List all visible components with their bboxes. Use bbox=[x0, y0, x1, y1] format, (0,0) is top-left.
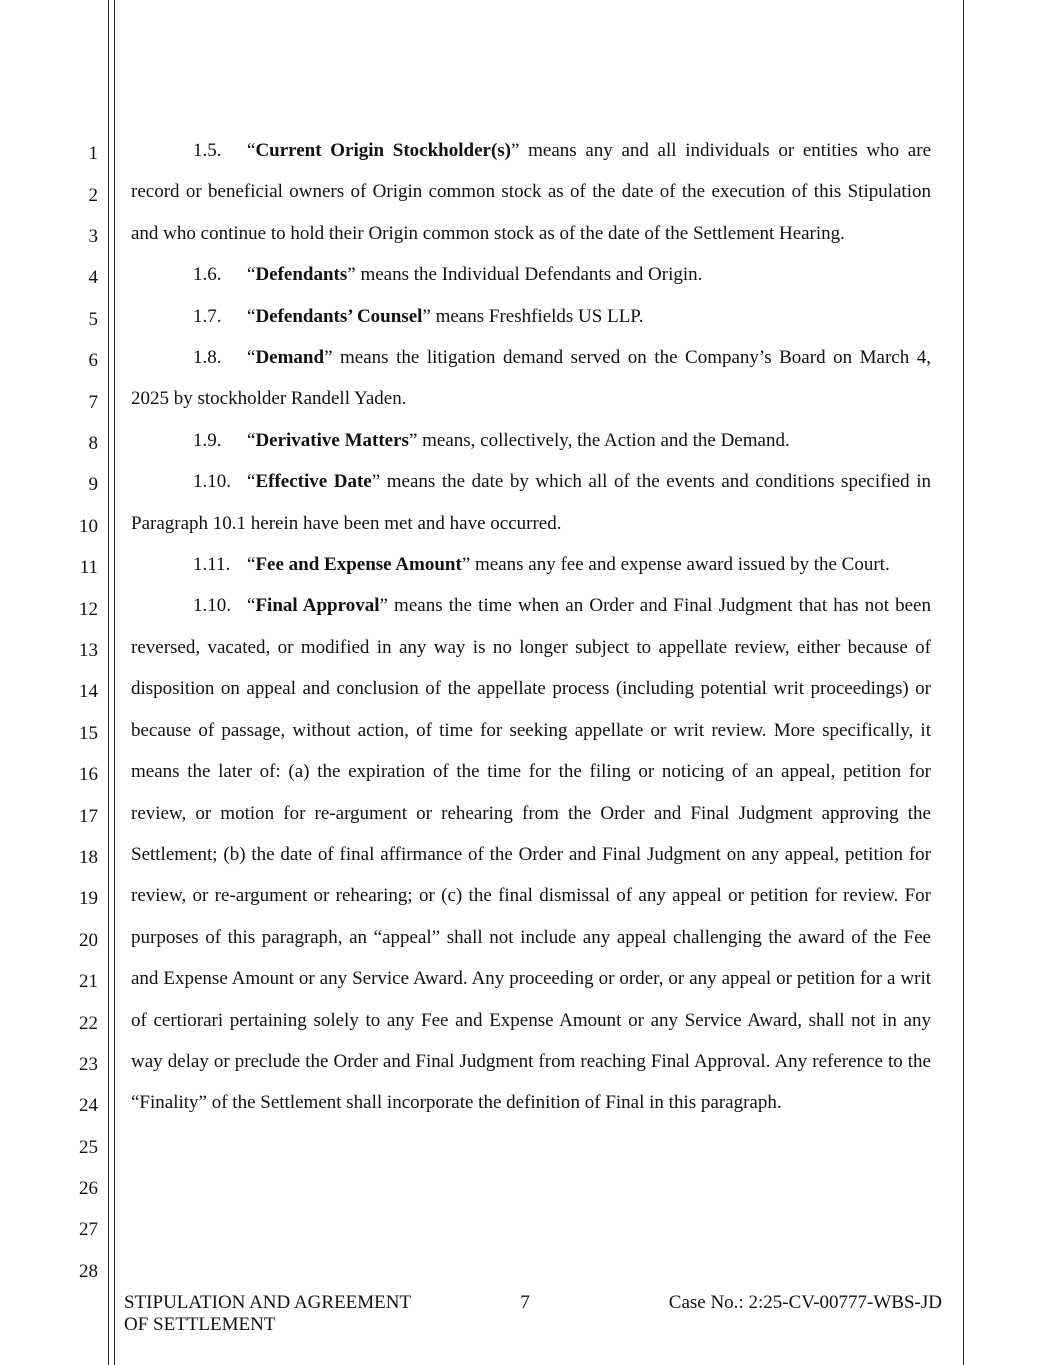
paragraph-number: 1.11. bbox=[193, 554, 231, 576]
definition-text: ” means the date by which all of the events and conditions specified in Paragraph 10.1 herein have been met and have occurred. bbox=[131, 471, 931, 534]
definition-text: ” means any and all individuals or entities who are record or beneficial owners of Origin common stock as of the date of the execution of this Stipulation and who continue to hold their Origin common stock as of the date of the Settlement Hearing. bbox=[131, 140, 931, 244]
line-number: 28 bbox=[79, 1261, 98, 1282]
definition-text: ” means the Individual Defendants and Origin. bbox=[347, 264, 703, 286]
paragraph-number: 1.8. bbox=[193, 347, 222, 369]
line-number: 8 bbox=[88, 433, 98, 454]
paragraph-number: 1.10. bbox=[193, 471, 231, 493]
line-number: 16 bbox=[79, 764, 98, 785]
line-number: 14 bbox=[79, 681, 98, 702]
defined-term: Effective Date bbox=[255, 471, 372, 493]
line-number: 24 bbox=[79, 1095, 98, 1116]
line-number: 6 bbox=[88, 350, 98, 371]
left-margin-rule-inner bbox=[114, 0, 115, 1365]
footer-title-line: OF SETTLEMENT bbox=[124, 1314, 276, 1335]
line-number: 3 bbox=[88, 226, 98, 247]
line-number: 25 bbox=[79, 1137, 98, 1158]
line-number: 5 bbox=[88, 309, 98, 330]
line-number: 7 bbox=[88, 392, 98, 413]
line-number: 23 bbox=[79, 1054, 98, 1075]
definition-text: ” means Freshfields US LLP. bbox=[422, 305, 644, 327]
line-number: 17 bbox=[79, 806, 98, 827]
line-number: 21 bbox=[79, 971, 98, 992]
definition-paragraph: 1.11. “Fee and Expense Amount” means any fee and expense award issued by the Court. bbox=[131, 544, 931, 585]
right-margin-rule bbox=[963, 0, 964, 1365]
line-number: 12 bbox=[79, 599, 98, 620]
footer-title bbox=[124, 1292, 411, 1336]
line-number: 20 bbox=[79, 930, 98, 951]
line-number: 15 bbox=[79, 723, 98, 744]
line-number: 1 bbox=[88, 143, 98, 164]
footer-title-line: STIPULATION AND AGREEMENT bbox=[124, 1292, 412, 1313]
line-number: 22 bbox=[79, 1013, 98, 1034]
line-number: 9 bbox=[88, 474, 98, 495]
line-number: 26 bbox=[79, 1178, 98, 1199]
definition-text: ” means the time when an Order and Final Judgment that has not been reversed, vacated, or modified in any way is no longer subject to appellate review, either because of disposition on appeal and conclusion of the appellate process (including potential writ proceedings) or because of passage, without action, of time for seeking appellate or writ review. More specifically, it means the later of: (a) the expiration of the time for the filing or noticing of an appeal, petition for review, or motion for re-argument or rehearing from the Order and Final Judgment approving the Settlement; (b) the date of final affirmance of the Order and Final Judgment on any appeal, petition for review, or re-argument or rehearing; or (c) the final dismissal of any appeal or petition for review. For purposes of this paragraph, an “appeal” shall not include any appeal challenging the award of the Fee and Expense Amount or any Service Award. Any proceeding or order, or any appeal or petition for a writ of certiorari pertaining solely to any Fee and Expense Amount or any Service Award, shall not in any way delay or preclude the Order and Final Judgment from reaching Final Approval. Any reference to the “Finality” of the Settlement shall incorporate the definition of Final in this paragraph. bbox=[131, 595, 931, 1114]
definition-text: ” means any fee and expense award issued by the Court. bbox=[461, 554, 890, 576]
paragraph-number: 1.10. bbox=[193, 595, 231, 617]
defined-term: Defendants bbox=[255, 264, 348, 286]
paragraph-number: 1.9. bbox=[193, 429, 222, 451]
line-number: 2 bbox=[88, 185, 98, 206]
page-number: 7 bbox=[520, 1292, 530, 1313]
defined-term: Final Approval bbox=[255, 595, 380, 617]
paragraph-number: 1.7. bbox=[193, 305, 222, 327]
paragraph-number: 1.5. bbox=[193, 140, 222, 161]
paragraph-number: 1.6. bbox=[193, 264, 222, 286]
definition-text: ” means, collectively, the Action and the Demand. bbox=[408, 429, 790, 451]
line-number: 13 bbox=[79, 640, 98, 661]
defined-term: Defendants’ Counsel bbox=[255, 305, 423, 327]
line-number: 4 bbox=[88, 267, 98, 288]
defined-term: Current Origin Stockholder(s) bbox=[255, 140, 511, 161]
definition-paragraph: 1.5. “Current Origin Stockholder(s)” means any and all individuals or entities who are record or beneficial owners of Origin common stock as of the date of the execution of this Stipulation and who continue to hold their Origin common stock as of the date of the Settlement Hearing. bbox=[131, 130, 931, 254]
definition-paragraph: 1.10. “Final Approval” means the time when an Order and Final Judgment that has not been reversed, vacated, or modified in any way is no longer subject to appellate review, either because of disposition on appeal and conclusion of the appellate process (including potential writ proceedings) or because of passage, without action, of time for seeking appellate or writ review. More specifically, it means the later of: (a) the expiration of the time for the filing or noticing of an appeal, petition for review, or motion for re-argument or rehearing from the Order and Final Judgment approving the Settlement; (b) the date of final affirmance of the Order and Final Judgment on any appeal, petition for review, or re-argument or rehearing; or (c) the final dismissal of any appeal or petition for review. For purposes of this paragraph, an “appeal” shall not include any appeal challenging the award of the Fee and Expense Amount or any Service Award. Any proceeding or order, or any appeal or petition for a writ of certiorari pertaining solely to any Fee and Expense Amount or any Service Award, shall not in any way delay or preclude the Order and Final Judgment from reaching Final Approval. Any reference to the “Finality” of the Settlement shall incorporate the definition of Final in this paragraph. bbox=[131, 585, 931, 1123]
defined-term: Fee and Expense Amount bbox=[255, 554, 462, 576]
definition-text: ” means the litigation demand served on the Company’s Board on March 4, 2025 by stockholder Randell Yaden. bbox=[131, 347, 931, 410]
definition-paragraph: 1.8. “Demand” means the litigation demand served on the Company’s Board on March 4, 2025 by stockholder Randell Yaden. bbox=[131, 337, 931, 420]
case-number: Case No.: 2:25-CV-00777-WBS-JD bbox=[668, 1292, 942, 1313]
definition-paragraph: 1.6. “Defendants” means the Individual Defendants and Origin. bbox=[131, 254, 931, 295]
line-number: 18 bbox=[79, 847, 98, 868]
definition-paragraph: 1.7. “Defendants’ Counsel” means Freshfields US LLP. bbox=[131, 296, 931, 337]
definition-paragraph: 1.10. “Effective Date” means the date by which all of the events and conditions specified in Paragraph 10.1 herein have been met and have occurred. bbox=[131, 461, 931, 544]
line-number: 10 bbox=[79, 516, 98, 537]
defined-term: Derivative Matters bbox=[255, 429, 409, 451]
line-number: 11 bbox=[79, 557, 98, 578]
line-number: 27 bbox=[79, 1219, 98, 1240]
line-number: 19 bbox=[79, 888, 98, 909]
definition-paragraph: 1.9. “Derivative Matters” means, collectively, the Action and the Demand. bbox=[131, 420, 931, 461]
left-margin-rule-outer bbox=[108, 0, 109, 1365]
defined-term: Demand bbox=[255, 347, 325, 369]
document-body bbox=[131, 130, 931, 1124]
